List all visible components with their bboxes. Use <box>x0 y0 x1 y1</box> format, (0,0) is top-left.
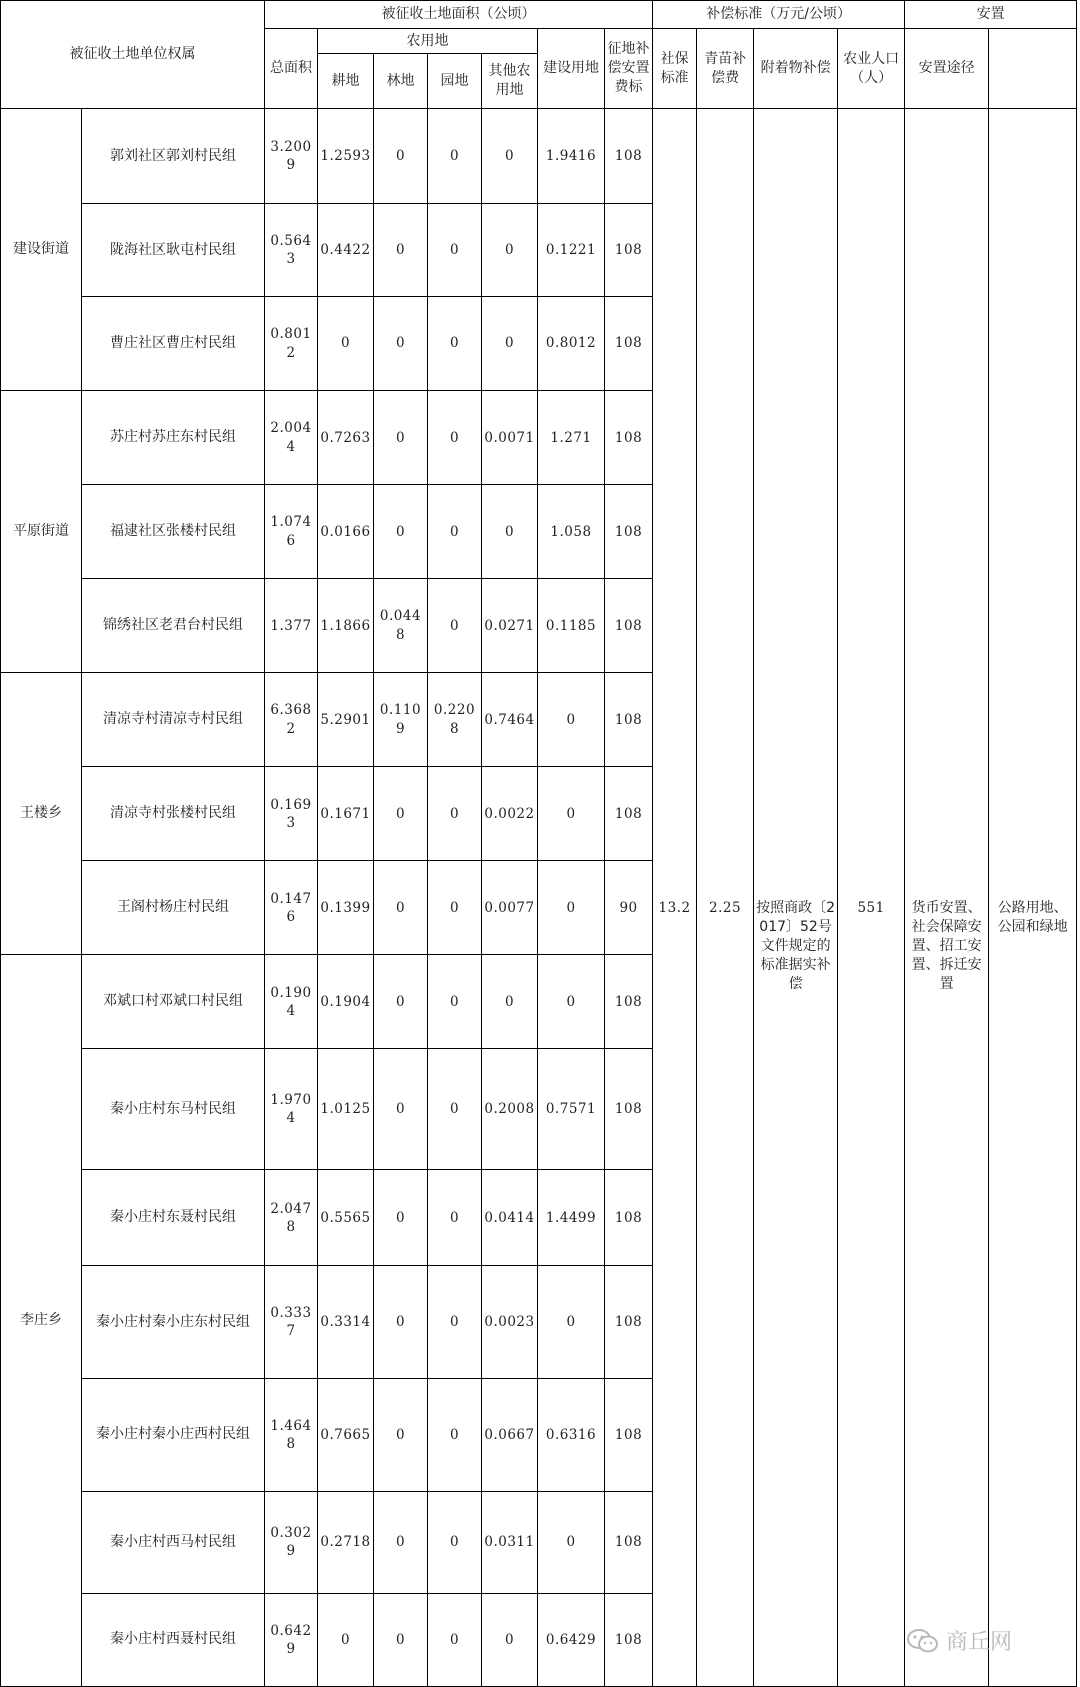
land-comp-fee-cell: 108 <box>605 673 653 767</box>
garden-cell: 0 <box>428 297 482 391</box>
garden-cell: 0 <box>428 485 482 579</box>
total-area-cell: 3.2009 <box>265 109 318 204</box>
total-area-cell: 0.5643 <box>265 204 318 297</box>
cultivated-cell: 1.1866 <box>318 579 374 673</box>
construction-cell: 1.058 <box>538 485 605 579</box>
other-agri-cell: 0.7464 <box>482 673 538 767</box>
resettle-method-header: 安置途径 <box>905 29 989 109</box>
other-agri-cell: 0 <box>482 109 538 204</box>
other-agri-cell: 0 <box>482 297 538 391</box>
garden-cell: 0 <box>428 955 482 1049</box>
construction-cell: 0 <box>538 767 605 861</box>
land-comp-fee-cell: 108 <box>605 1049 653 1170</box>
construction-cell: 0 <box>538 861 605 955</box>
total-area-cell: 0.1693 <box>265 767 318 861</box>
agri-population-header: 农业人口（人） <box>838 29 905 109</box>
garden-cell: 0 <box>428 1491 482 1593</box>
other-agri-cell: 0.0414 <box>482 1170 538 1266</box>
garden-cell: 0 <box>428 1266 482 1379</box>
construction-land-header: 建设用地 <box>538 29 605 109</box>
land-comp-fee-cell: 90 <box>605 861 653 955</box>
cultivated-cell: 1.2593 <box>318 109 374 204</box>
village-group-cell: 秦小庄村西马村民组 <box>82 1491 265 1593</box>
construction-cell: 0.1185 <box>538 579 605 673</box>
other-agri-cell: 0 <box>482 485 538 579</box>
village-group-cell: 邓斌口村邓斌口村民组 <box>82 955 265 1049</box>
other-agri-cell: 0.0667 <box>482 1378 538 1491</box>
agri-population-value-text: 551 <box>857 900 885 916</box>
seedling-fee-header: 青苗补偿费 <box>697 29 754 109</box>
cultivated-cell: 0.4422 <box>318 204 374 297</box>
other-agri-cell: 0.0023 <box>482 1266 538 1379</box>
garden-cell: 0 <box>428 204 482 297</box>
forest-cell: 0 <box>374 861 428 955</box>
total-area-cell: 0.6429 <box>265 1593 318 1686</box>
land-comp-fee-header: 征地补偿安置费标 <box>605 29 653 109</box>
garden-cell: 0 <box>428 861 482 955</box>
total-area-cell: 1.4648 <box>265 1378 318 1491</box>
village-group-cell: 郭刘社区郭刘村民组 <box>82 109 265 204</box>
compensation-group-header: 补偿标准（万元/公顷） <box>653 1 905 29</box>
construction-cell: 1.4499 <box>538 1170 605 1266</box>
construction-cell: 0.6429 <box>538 1593 605 1686</box>
total-area-cell: 0.8012 <box>265 297 318 391</box>
land-comp-fee-cell: 108 <box>605 204 653 297</box>
land-comp-fee-cell: 108 <box>605 955 653 1049</box>
watermark-text: 商丘网 <box>946 1630 1013 1655</box>
cultivated-cell: 0.5565 <box>318 1170 374 1266</box>
other-agri-header: 其他农用地 <box>482 54 538 109</box>
forest-header: 林地 <box>374 54 428 109</box>
construction-cell: 0 <box>538 955 605 1049</box>
other-agri-cell: 0 <box>482 1593 538 1686</box>
forest-cell: 0 <box>374 1378 428 1491</box>
village-group-cell: 秦小庄村西聂村民组 <box>82 1593 265 1686</box>
village-group-cell: 清凉寺村清凉寺村民组 <box>82 673 265 767</box>
agri-land-header: 农用地 <box>318 29 538 54</box>
village-group-cell: 清凉寺村张楼村民组 <box>82 767 265 861</box>
forest-cell: 0 <box>374 391 428 485</box>
land-comp-fee-cell: 108 <box>605 1491 653 1593</box>
cultivated-cell: 0.1671 <box>318 767 374 861</box>
cultivated-cell: 0.1399 <box>318 861 374 955</box>
cultivated-cell: 0.7665 <box>318 1378 374 1491</box>
wechat-icon <box>906 1628 940 1654</box>
unit-name-cell: 王楼乡 <box>1 673 82 955</box>
forest-cell: 0 <box>374 204 428 297</box>
total-area-cell: 0.1904 <box>265 955 318 1049</box>
village-group-cell: 秦小庄村东马村民组 <box>82 1049 265 1170</box>
area-group-header: 被征收土地面积（公顷） <box>265 1 653 29</box>
garden-cell: 0 <box>428 579 482 673</box>
forest-cell: 0 <box>374 297 428 391</box>
owner-header: 被征收土地单位权属 <box>1 1 265 109</box>
village-group-cell: 王阁村杨庄村民组 <box>82 861 265 955</box>
land-comp-fee-cell: 108 <box>605 1593 653 1686</box>
other-agri-cell: 0 <box>482 955 538 1049</box>
total-area-cell: 0.3029 <box>265 1491 318 1593</box>
village-group-cell: 锦绣社区老君台村民组 <box>82 579 265 673</box>
total-area-cell: 2.0478 <box>265 1170 318 1266</box>
cultivated-cell: 0.7263 <box>318 391 374 485</box>
unit-name-cell: 李庄乡 <box>1 955 82 1687</box>
unit-name-cell: 建设街道 <box>1 109 82 391</box>
resettle-method-value <box>905 109 989 1687</box>
construction-cell: 0 <box>538 1266 605 1379</box>
table-row <box>1 109 1077 204</box>
total-area-cell: 0.3337 <box>265 1266 318 1379</box>
cultivated-cell: 0.3314 <box>318 1266 374 1379</box>
garden-cell: 0 <box>428 767 482 861</box>
land-comp-fee-cell: 108 <box>605 579 653 673</box>
other-agri-cell: 0.0271 <box>482 579 538 673</box>
other-agri-cell: 0.2008 <box>482 1049 538 1170</box>
total-area-cell: 1.377 <box>265 579 318 673</box>
village-group-cell: 秦小庄村秦小庄东村民组 <box>82 1266 265 1379</box>
garden-cell: 0 <box>428 109 482 204</box>
forest-cell: 0 <box>374 1491 428 1593</box>
seedling-fee-value <box>697 109 754 1687</box>
watermark <box>906 1625 1012 1656</box>
forest-cell: 0 <box>374 1049 428 1170</box>
garden-cell: 0 <box>428 391 482 485</box>
unit-name-cell: 平原街道 <box>1 391 82 673</box>
resettle-method-value-text: 货币安置、社会保障安置、招工安置、拆迁安置 <box>911 900 982 992</box>
village-group-cell: 苏庄村苏庄东村民组 <box>82 391 265 485</box>
land-comp-fee-cell: 108 <box>605 109 653 204</box>
other-agri-cell: 0 <box>482 204 538 297</box>
forest-cell: 0.1109 <box>374 673 428 767</box>
planned-use-value-text: 公路用地、公园和绿地 <box>997 900 1068 935</box>
total-area-cell: 1.0746 <box>265 485 318 579</box>
total-area-cell: 0.1476 <box>265 861 318 955</box>
construction-cell: 0 <box>538 1491 605 1593</box>
other-agri-cell: 0.0071 <box>482 391 538 485</box>
land-comp-fee-cell: 108 <box>605 297 653 391</box>
forest-cell: 0 <box>374 109 428 204</box>
social-security-value <box>653 109 697 1687</box>
village-group-cell: 秦小庄村秦小庄西村民组 <box>82 1378 265 1491</box>
village-group-cell: 福逮社区张楼村民组 <box>82 485 265 579</box>
cultivated-cell: 5.2901 <box>318 673 374 767</box>
forest-cell: 0 <box>374 1593 428 1686</box>
construction-cell: 0.7571 <box>538 1049 605 1170</box>
other-agri-cell: 0.0311 <box>482 1491 538 1593</box>
cultivated-cell: 0.2718 <box>318 1491 374 1593</box>
attachments-comp-value <box>754 109 838 1687</box>
cultivated-cell: 1.0125 <box>318 1049 374 1170</box>
resettlement-group-header: 安置 <box>905 1 1077 29</box>
seedling-fee-value-text: 2.25 <box>709 900 742 916</box>
construction-cell: 0.8012 <box>538 297 605 391</box>
village-group-cell: 曹庄社区曹庄村民组 <box>82 297 265 391</box>
forest-cell: 0 <box>374 1170 428 1266</box>
other-agri-cell: 0.0077 <box>482 861 538 955</box>
cultivated-cell: 0.0166 <box>318 485 374 579</box>
attachments-comp-header: 附着物补偿 <box>754 29 838 109</box>
land-comp-fee-cell: 108 <box>605 485 653 579</box>
land-comp-fee-cell: 108 <box>605 1170 653 1266</box>
land-comp-fee-cell: 108 <box>605 767 653 861</box>
village-group-cell: 陇海社区耿屯村民组 <box>82 204 265 297</box>
land-comp-fee-cell: 108 <box>605 391 653 485</box>
construction-cell: 0.1221 <box>538 204 605 297</box>
garden-cell: 0 <box>428 1049 482 1170</box>
planned-use-value <box>989 109 1077 1687</box>
forest-cell: 0 <box>374 955 428 1049</box>
attachments-comp-value-text: 按照商政〔2017〕52号文件规定的标准据实补偿 <box>756 900 836 992</box>
total-area-cell: 1.9704 <box>265 1049 318 1170</box>
land-comp-fee-cell: 108 <box>605 1266 653 1379</box>
garden-cell: 0 <box>428 1170 482 1266</box>
forest-cell: 0 <box>374 485 428 579</box>
agri-population-value <box>838 109 905 1687</box>
forest-cell: 0 <box>374 1266 428 1379</box>
cultivated-cell: 0.1904 <box>318 955 374 1049</box>
garden-header: 园地 <box>428 54 482 109</box>
forest-cell: 0 <box>374 767 428 861</box>
construction-cell: 1.9416 <box>538 109 605 204</box>
garden-cell: 0.2208 <box>428 673 482 767</box>
other-agri-cell: 0.0022 <box>482 767 538 861</box>
total-area-cell: 6.3682 <box>265 673 318 767</box>
total-area-header: 总面积 <box>265 29 318 109</box>
cultivated-header: 耕地 <box>318 54 374 109</box>
construction-cell: 0 <box>538 673 605 767</box>
garden-cell: 0 <box>428 1593 482 1686</box>
table-body <box>1 109 1077 1687</box>
village-group-cell: 秦小庄村东聂村民组 <box>82 1170 265 1266</box>
garden-cell: 0 <box>428 1378 482 1491</box>
cultivated-cell: 0 <box>318 1593 374 1686</box>
land-comp-fee-cell: 108 <box>605 1378 653 1491</box>
construction-cell: 0.6316 <box>538 1378 605 1491</box>
social-security-value-text: 13.2 <box>658 900 691 916</box>
forest-cell: 0.0448 <box>374 579 428 673</box>
construction-cell: 1.271 <box>538 391 605 485</box>
total-area-cell: 2.0044 <box>265 391 318 485</box>
cultivated-cell: 0 <box>318 297 374 391</box>
social-security-header: 社保标准 <box>653 29 697 109</box>
